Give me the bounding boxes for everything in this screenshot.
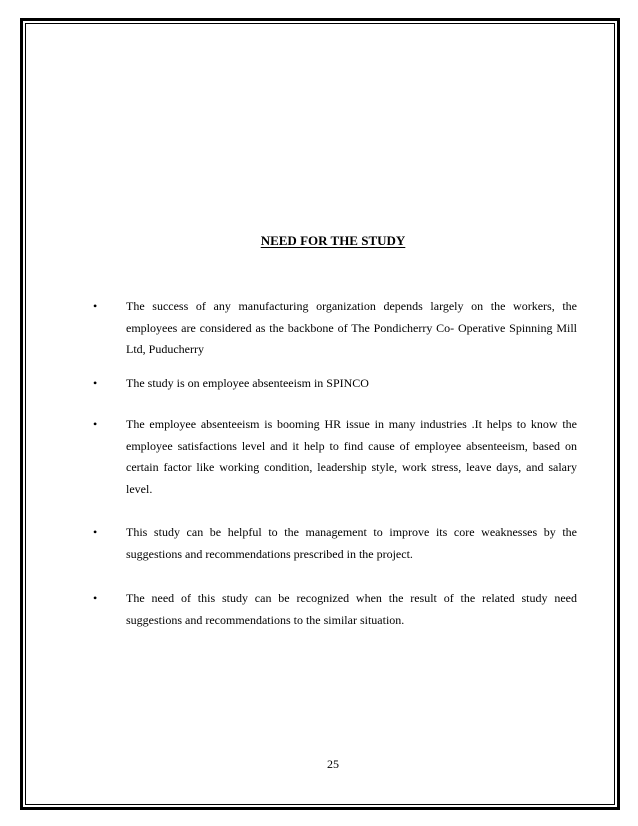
section-title: NEED FOR THE STUDY	[260, 233, 406, 248]
list-item	[93, 588, 577, 631]
bullet-icon: •	[93, 591, 98, 605]
bullet-text: The employee absenteeism is booming HR issue in many industries .It helps to know the employee satisfactions level and it help to find cause of employee absenteeism, based on certain factor like working condition, leadership style, work stress, leave days, and salary level.	[126, 417, 577, 496]
page-number: 25	[327, 757, 339, 771]
bullet-icon: •	[93, 375, 98, 390]
bullet-text: The need of this study can be recognized when the result of the related study need suggestions and recommendations to the similar situation.	[126, 591, 577, 627]
bullet-icon: •	[93, 525, 98, 539]
bullet-text: The success of any manufacturing organization depends largely on the workers, the employees are considered as the backbone of The Pondicherry Co- Operative Spinning Mill Ltd, Puducherry	[126, 299, 577, 356]
bullet-icon: •	[93, 299, 98, 313]
list-item	[93, 414, 577, 500]
list-item	[93, 296, 577, 361]
bullet-text: The study is on employee absenteeism in SPINCO	[126, 375, 369, 390]
bullet-list	[93, 296, 577, 631]
bullet-text: This study can be helpful to the management to improve its core weaknesses by the suggestions and recommendations prescribed in the project.	[126, 525, 577, 561]
list-item	[93, 522, 577, 565]
bullet-icon: •	[93, 417, 98, 431]
list-item	[93, 373, 577, 395]
